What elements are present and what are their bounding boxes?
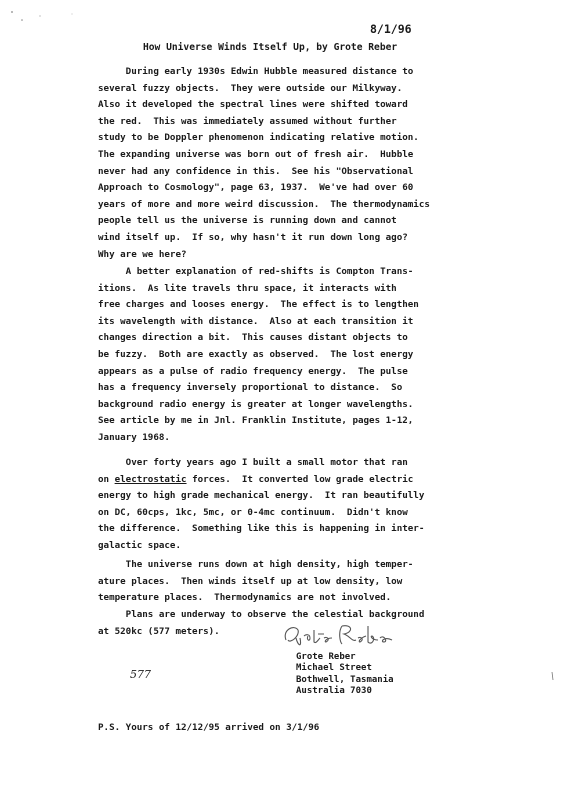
text-line: energy to high grade mechanical energy. It ran beautifully <box>98 490 425 502</box>
text-line: The expanding universe was born out of fresh air. Hubble <box>98 148 414 160</box>
text-line: its wavelength with distance. Also at each transition it <box>98 315 414 327</box>
address-line: Australia 7030 <box>296 686 372 697</box>
text-line: January 1968. <box>98 431 170 443</box>
text-line: on DC, 60cps, 1kc, 5mc, or 0-4mc continuum. Didn't know <box>98 506 408 518</box>
text-line: never had any confidence in this. See his "Observational <box>98 165 414 177</box>
text-line: A better explanation of red-shifts is Compton Trans- <box>98 266 414 277</box>
text-line: be fuzzy. Both are exactly as observed. The lost energy <box>98 348 414 360</box>
text-line: years of more and more weird discussion. The thermodynamics <box>98 198 430 210</box>
text-line: the difference. Something like this is happening in inter- <box>98 523 425 535</box>
paragraph-hubble <box>98 64 468 263</box>
text-line: appears as a pulse of radio frequency energy. The pulse <box>98 365 408 377</box>
signature-address <box>296 652 394 698</box>
handwritten-note: 577 <box>130 668 151 681</box>
text-line: the red. This was immediately assumed without further <box>98 115 397 127</box>
text-line: Plans are underway to observe the celestial background <box>98 609 425 620</box>
text-line: temperature places. Thermodynamics are not involved. <box>98 592 392 604</box>
text-line: study to be Doppler phenomenon indicating relative motion. <box>98 132 419 144</box>
address-line: Bothwell, Tasmania <box>296 674 394 685</box>
text-line: See article by me in Jnl. Franklin Institute, pages 1-12, <box>98 415 414 427</box>
text-line: at 520kc (577 meters). <box>98 625 220 637</box>
address-line: Michael Street <box>296 663 372 674</box>
text-line: several fuzzy objects. They were outside our Milkyway. <box>98 82 403 94</box>
paragraph-universe <box>98 557 468 607</box>
text-line: Approach to Cosmology", page 63, 1937. We've had over 60 <box>98 182 414 194</box>
text-line: wind itself up. If so, why hasn't it run down long ago? <box>98 231 408 243</box>
text-line <box>98 472 468 489</box>
text-line: background radio energy is greater at longer wavelengths. <box>98 398 414 410</box>
letter-title: How Universe Winds Itself Up, by Grote Reber <box>143 42 398 53</box>
text-segment: forces. It converted low grade electric <box>186 473 414 485</box>
letter-date: 8/1/96 <box>370 22 412 36</box>
paragraph-compton <box>98 264 468 447</box>
text-line: Why are we here? <box>98 248 187 260</box>
text-line: free charges and looses energy. The effect is to lengthen <box>98 299 419 311</box>
text-line: Also it developed the spectral lines were shifted toward <box>98 99 408 111</box>
signer-name: Grote Reber <box>296 652 356 662</box>
text-line: has a frequency inversely proportional to distance. So <box>98 382 403 394</box>
postscript: P.S. Yours of 12/12/95 arrived on 3/1/96 <box>98 722 320 733</box>
text-line: ature places. Then winds itself up at low density, low <box>98 575 403 587</box>
text-segment: on <box>98 473 115 485</box>
text-line: changes direction a bit. This causes distant objects to <box>98 332 408 344</box>
text-line: itions. As lite travels thru space, it interacts with <box>98 282 397 294</box>
handwritten-signature <box>280 618 400 654</box>
text-line: people tell us the universe is running down and cannot <box>98 215 397 227</box>
paragraph-motor <box>98 455 468 555</box>
text-line: During early 1930s Edwin Hubble measured distance to <box>98 66 414 77</box>
text-line: Over forty years ago I built a small motor that ran <box>98 457 408 468</box>
underlined-word: electrostatic <box>114 473 187 485</box>
text-line: The universe runs down at high density, high temper- <box>98 559 414 570</box>
text-line: galactic space. <box>98 539 181 551</box>
